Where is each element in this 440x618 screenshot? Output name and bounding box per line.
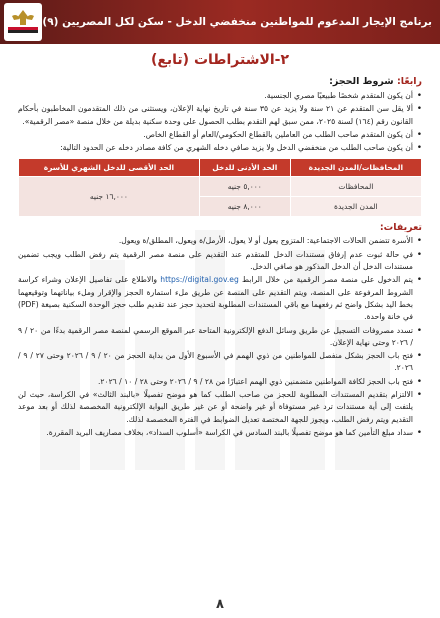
table-row [19,177,422,197]
ministry-logo [4,3,42,41]
definitions-list [18,235,422,273]
reservation-conditions-heading [18,76,422,87]
list-item: • فتح باب الحجز بشكل منفصل للمواطنين من ذوي الهمم في الأسبوع الأول من بداية الحجز من ٢٠ / ٩ / ٢٠٢٦ وحتى ٢٧ / ٩ / ٢٠٢٦. [18,350,422,375]
heading-rest: شروط الحجز: [329,76,397,87]
list-item: • سداد مبلغ التأمين كما هو موضح تفصيلًا بالبند السادس في الكراسة «أسلوب السداد»، بخلاف مصاريف البريد المقررة. [18,427,422,439]
list-item: • أن يكون المتقدم صاحب الطلب من العاملين بالقطاع الحكومي/العام أو القطاع الخاص. [18,129,422,141]
list-item [18,274,422,323]
cell-region: المدن الجديدة [290,197,421,217]
cell-min-income: ٨,٠٠٠ جنيه [199,197,290,217]
list-item: • أن يكون صاحب الطلب من منخفضي الدخل ولا يزيد صافي دخله الشهري من كافة مصادر دخله عن الحدود التالية: [18,142,422,154]
section-title: ٢-الاشتراطات (تابع) [150,52,290,68]
cell-region: المحافظات [290,177,421,197]
table-header-row [19,159,422,177]
heading-prefix: رابعًا: [396,76,422,87]
list-item: • الالتزام بتقديم المستندات المطلوبة للحجز من صاحب الطلب كما هو موضح تفصيلًا «بالبند الثالث» في الكراسة، حيث لن يلتفت إلى أية مستندات ترد غير مستوفاة أو غير واضحة أو عن غير طريق البوابة الإلكترونية المخصصة لذلك أو بعد موعد التقديم ويتم رفض الطلب، ويجوز للجهة المختصة تعديل الضوابط في الفترة المخصصة لذلك. [18,389,422,426]
page-number: ٨ [216,597,224,612]
definitions-heading: تعريفات: [379,222,422,234]
eagle-emblem-icon [6,7,40,37]
item-text: يتم الدخول على منصة مصر الرقمية من خلال الرابط [238,275,413,285]
procedures-list [18,274,422,439]
reservation-conditions-list [18,90,422,154]
income-limits-table [18,158,422,217]
item-text: والاطلاع على تفاصيل الإعلان وشراء كراسة الشروط المرفوعة على المنصة، ويتم التقديم على المنصة عن طريق ملء استمارة الحجز والإقرار وملء بياناتهما وتوقيعهما بخط اليد بشكل واضح ثم رفعهما مع باقي المستندات المطلوبة لتحديد حجز عند تقديم طلب حجز الوحدة السكنية بصيغة (PDF) في خانة واحدة. [18,275,413,322]
list-item: • في حالة ثبوت عدم إرفاق مستندات الدخل للمتقدم عند التقديم على منصة مصر الرقمية يتم رفض الطلب ويجب تضمين مستندات الدخل أن الدخل المذكور هو صافي الدخل. [18,249,422,274]
list-item: • ألا يقل سن المتقدم عن ٢١ سنة ولا يزيد عن ٣٥ سنة في تاريخ نهاية الإعلان، ويستثنى من ذلك المتقدمون المخاطبون بأحكام القانون رقم (١٦٤) لسنة ٢٠٢٥، ممن سبق لهم التقدم بطلب الحصول على وحدة سكنية بديلة من خلال منصة «مصر الرقمية». [18,103,422,128]
page-header [0,0,440,44]
list-item: • تسدد مصروفات التسجيل عن طريق وسائل الدفع الإلكترونية المتاحة عبر الموقع الرسمي لمنصة مصر الرقمية بدءًا من ٢٠ / ٩ / ٢٠٢٦ وحتى نهاية الإعلان. [18,325,422,350]
cell-max-income: ١٦,٠٠٠ جنيه [19,177,200,217]
page-content [18,76,422,440]
column-header-max-income: الحد الأقصى للدخل الشهري للأسرة [19,159,200,177]
list-item: • فتح باب الحجز لكافة المواطنين متضمنين ذوي الهمم اعتبارًا من ٢٨ / ٩ / ٢٠٢٦ وحتى ٢٨ / ١٠ / ٢٠٢٦. [18,376,422,388]
cell-min-income: ٥,٠٠٠ جنيه [199,177,290,197]
list-item: • أن يكون المتقدم شخصًا طبيعيًا مصري الجنسية. [18,90,422,102]
header-title: برنامج الإيجار المدعوم للمواطنين منخفضي الدخل - سكن لكل المصريين (٩) [42,16,432,28]
column-header-region: المحافظات/المدن الجديدة [290,159,421,177]
list-item: • الأسرة تتضمن الحالات الاجتماعية: المتزوج يعول أو لا يعول، الأرمل/ة ويعول، المطلق/ة ويعول. [18,235,422,247]
digital-gov-link[interactable]: https://digital.gov.eg [160,275,239,285]
column-header-min-income: الحد الأدنى للدخل [199,159,290,177]
